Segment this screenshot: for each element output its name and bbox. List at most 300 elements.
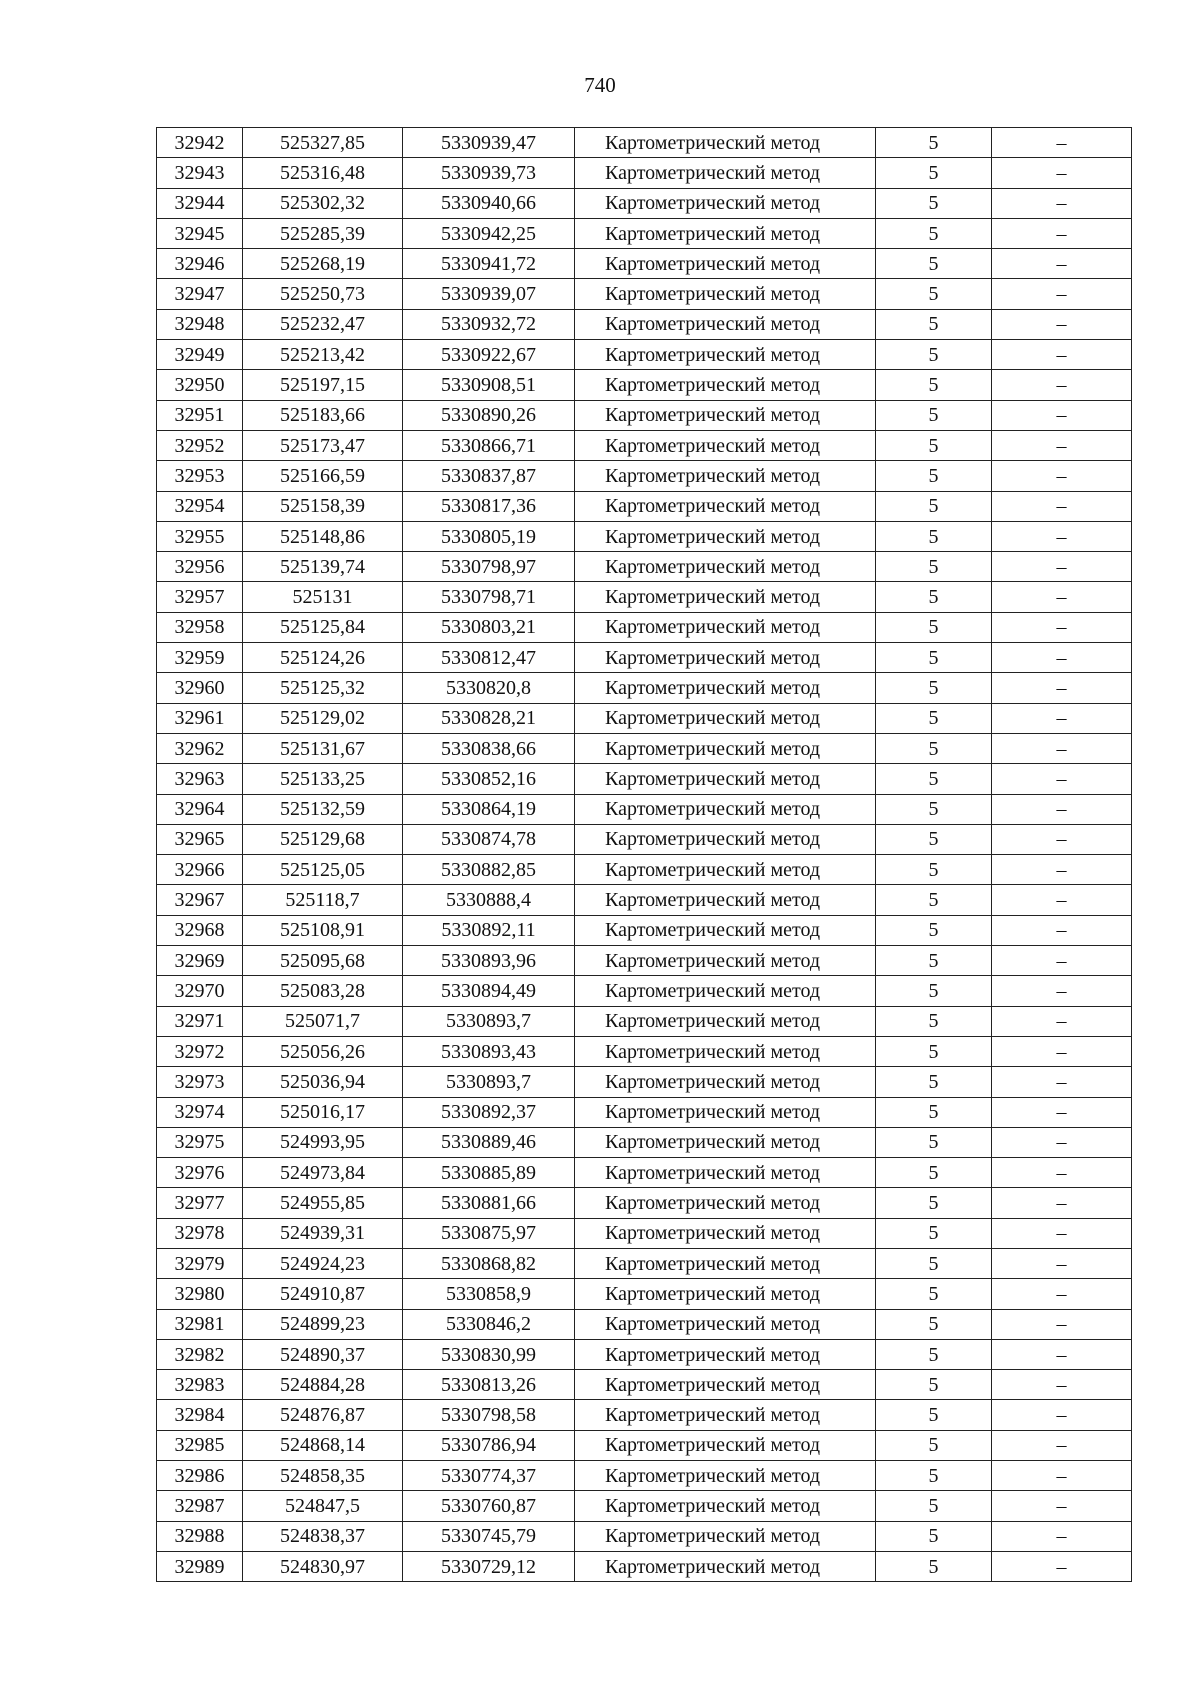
table-row [157, 915, 1132, 945]
table-row [157, 764, 1132, 794]
note-cell: – [992, 1430, 1132, 1460]
accuracy-cell: 5 [876, 1279, 992, 1309]
table-row [157, 1097, 1132, 1127]
page-number: 740 [584, 73, 616, 97]
table-row [157, 673, 1132, 703]
point-number-cell: 32953 [157, 461, 243, 491]
note-cell: – [992, 1279, 1132, 1309]
table-row [157, 1158, 1132, 1188]
note-cell: – [992, 1006, 1132, 1036]
y-coordinate-cell: 5330939,47 [403, 128, 575, 158]
x-coordinate-cell: 525071,7 [243, 1006, 403, 1036]
y-coordinate-cell: 5330894,49 [403, 976, 575, 1006]
method-cell: Картометрический метод [575, 430, 876, 460]
x-coordinate-cell: 525125,32 [243, 673, 403, 703]
x-coordinate-cell: 524858,35 [243, 1461, 403, 1491]
x-coordinate-cell: 525124,26 [243, 643, 403, 673]
point-number-cell: 32954 [157, 491, 243, 521]
table-row [157, 521, 1132, 551]
table-row [157, 1309, 1132, 1339]
accuracy-cell: 5 [876, 1309, 992, 1339]
y-coordinate-cell: 5330893,7 [403, 1067, 575, 1097]
note-cell: – [992, 128, 1132, 158]
method-cell: Картометрический метод [575, 1036, 876, 1066]
method-cell: Картометрический метод [575, 794, 876, 824]
point-number-cell: 32950 [157, 370, 243, 400]
table-row [157, 1491, 1132, 1521]
accuracy-cell: 5 [876, 703, 992, 733]
note-cell: – [992, 1491, 1132, 1521]
y-coordinate-cell: 5330837,87 [403, 461, 575, 491]
point-number-cell: 32959 [157, 643, 243, 673]
note-cell: – [992, 491, 1132, 521]
y-coordinate-cell: 5330866,71 [403, 430, 575, 460]
point-number-cell: 32961 [157, 703, 243, 733]
x-coordinate-cell: 524876,87 [243, 1400, 403, 1430]
x-coordinate-cell: 525302,32 [243, 188, 403, 218]
table-row [157, 188, 1132, 218]
accuracy-cell: 5 [876, 855, 992, 885]
table-row [157, 885, 1132, 915]
table-row [157, 552, 1132, 582]
note-cell: – [992, 824, 1132, 854]
note-cell: – [992, 279, 1132, 309]
accuracy-cell: 5 [876, 1430, 992, 1460]
y-coordinate-cell: 5330882,85 [403, 855, 575, 885]
point-number-cell: 32946 [157, 249, 243, 279]
method-cell: Картометрический метод [575, 1370, 876, 1400]
note-cell: – [992, 370, 1132, 400]
note-cell: – [992, 1127, 1132, 1157]
method-cell: Картометрический метод [575, 855, 876, 885]
point-number-cell: 32971 [157, 1006, 243, 1036]
y-coordinate-cell: 5330846,2 [403, 1309, 575, 1339]
y-coordinate-cell: 5330939,73 [403, 158, 575, 188]
method-cell: Картометрический метод [575, 1188, 876, 1218]
note-cell: – [992, 1461, 1132, 1491]
note-cell: – [992, 1551, 1132, 1581]
x-coordinate-cell: 524838,37 [243, 1521, 403, 1551]
method-cell: Картометрический метод [575, 1006, 876, 1036]
y-coordinate-cell: 5330798,97 [403, 552, 575, 582]
x-coordinate-cell: 525173,47 [243, 430, 403, 460]
note-cell: – [992, 764, 1132, 794]
x-coordinate-cell: 524884,28 [243, 1370, 403, 1400]
x-coordinate-cell: 525129,02 [243, 703, 403, 733]
table-row [157, 1127, 1132, 1157]
accuracy-cell: 5 [876, 370, 992, 400]
table-row [157, 1067, 1132, 1097]
y-coordinate-cell: 5330942,25 [403, 218, 575, 248]
accuracy-cell: 5 [876, 491, 992, 521]
note-cell: – [992, 1521, 1132, 1551]
method-cell: Картометрический метод [575, 309, 876, 339]
note-cell: – [992, 855, 1132, 885]
point-number-cell: 32986 [157, 1461, 243, 1491]
note-cell: – [992, 218, 1132, 248]
method-cell: Картометрический метод [575, 1097, 876, 1127]
point-number-cell: 32960 [157, 673, 243, 703]
y-coordinate-cell: 5330892,37 [403, 1097, 575, 1127]
x-coordinate-cell: 524830,97 [243, 1551, 403, 1581]
table-row [157, 1430, 1132, 1460]
method-cell: Картометрический метод [575, 400, 876, 430]
point-number-cell: 32965 [157, 824, 243, 854]
x-coordinate-cell: 525250,73 [243, 279, 403, 309]
table-row [157, 1218, 1132, 1248]
y-coordinate-cell: 5330932,72 [403, 309, 575, 339]
accuracy-cell: 5 [876, 1400, 992, 1430]
point-number-cell: 32973 [157, 1067, 243, 1097]
table-row [157, 582, 1132, 612]
y-coordinate-cell: 5330893,43 [403, 1036, 575, 1066]
note-cell: – [992, 400, 1132, 430]
method-cell: Картометрический метод [575, 946, 876, 976]
accuracy-cell: 5 [876, 1370, 992, 1400]
x-coordinate-cell: 525166,59 [243, 461, 403, 491]
point-number-cell: 32968 [157, 915, 243, 945]
accuracy-cell: 5 [876, 582, 992, 612]
method-cell: Картометрический метод [575, 521, 876, 551]
accuracy-cell: 5 [876, 733, 992, 763]
note-cell: – [992, 582, 1132, 612]
accuracy-cell: 5 [876, 1551, 992, 1581]
accuracy-cell: 5 [876, 1036, 992, 1066]
x-coordinate-cell: 524868,14 [243, 1430, 403, 1460]
y-coordinate-cell: 5330820,8 [403, 673, 575, 703]
table-row [157, 279, 1132, 309]
method-cell: Картометрический метод [575, 552, 876, 582]
note-cell: – [992, 733, 1132, 763]
accuracy-cell: 5 [876, 1248, 992, 1278]
x-coordinate-cell: 525148,86 [243, 521, 403, 551]
point-number-cell: 32952 [157, 430, 243, 460]
table-row [157, 309, 1132, 339]
note-cell: – [992, 612, 1132, 642]
y-coordinate-cell: 5330786,94 [403, 1430, 575, 1460]
y-coordinate-cell: 5330830,99 [403, 1339, 575, 1369]
y-coordinate-cell: 5330868,82 [403, 1248, 575, 1278]
accuracy-cell: 5 [876, 764, 992, 794]
table-row [157, 1551, 1132, 1581]
method-cell: Картометрический метод [575, 128, 876, 158]
point-number-cell: 32944 [157, 188, 243, 218]
accuracy-cell: 5 [876, 946, 992, 976]
y-coordinate-cell: 5330812,47 [403, 643, 575, 673]
table-row [157, 612, 1132, 642]
method-cell: Картометрический метод [575, 1158, 876, 1188]
accuracy-cell: 5 [876, 824, 992, 854]
accuracy-cell: 5 [876, 1006, 992, 1036]
y-coordinate-cell: 5330941,72 [403, 249, 575, 279]
accuracy-cell: 5 [876, 1067, 992, 1097]
x-coordinate-cell: 524955,85 [243, 1188, 403, 1218]
x-coordinate-cell: 525268,19 [243, 249, 403, 279]
accuracy-cell: 5 [876, 188, 992, 218]
accuracy-cell: 5 [876, 461, 992, 491]
accuracy-cell: 5 [876, 430, 992, 460]
note-cell: – [992, 946, 1132, 976]
method-cell: Картометрический метод [575, 764, 876, 794]
note-cell: – [992, 1097, 1132, 1127]
x-coordinate-cell: 525285,39 [243, 218, 403, 248]
table-row [157, 1036, 1132, 1066]
method-cell: Картометрический метод [575, 976, 876, 1006]
accuracy-cell: 5 [876, 915, 992, 945]
method-cell: Картометрический метод [575, 703, 876, 733]
note-cell: – [992, 461, 1132, 491]
table-row [157, 1400, 1132, 1430]
accuracy-cell: 5 [876, 1461, 992, 1491]
method-cell: Картометрический метод [575, 370, 876, 400]
point-number-cell: 32955 [157, 521, 243, 551]
point-number-cell: 32942 [157, 128, 243, 158]
x-coordinate-cell: 524939,31 [243, 1218, 403, 1248]
method-cell: Картометрический метод [575, 1339, 876, 1369]
y-coordinate-cell: 5330813,26 [403, 1370, 575, 1400]
x-coordinate-cell: 524847,5 [243, 1491, 403, 1521]
point-number-cell: 32975 [157, 1127, 243, 1157]
y-coordinate-cell: 5330892,11 [403, 915, 575, 945]
table-row [157, 733, 1132, 763]
table-row [157, 703, 1132, 733]
point-number-cell: 32977 [157, 1188, 243, 1218]
y-coordinate-cell: 5330858,9 [403, 1279, 575, 1309]
table-row [157, 1188, 1132, 1218]
y-coordinate-cell: 5330864,19 [403, 794, 575, 824]
x-coordinate-cell: 525125,84 [243, 612, 403, 642]
y-coordinate-cell: 5330828,21 [403, 703, 575, 733]
y-coordinate-cell: 5330803,21 [403, 612, 575, 642]
method-cell: Картометрический метод [575, 1491, 876, 1521]
method-cell: Картометрический метод [575, 733, 876, 763]
method-cell: Картометрический метод [575, 188, 876, 218]
note-cell: – [992, 976, 1132, 1006]
table-row [157, 1006, 1132, 1036]
method-cell: Картометрический метод [575, 279, 876, 309]
point-number-cell: 32947 [157, 279, 243, 309]
accuracy-cell: 5 [876, 1218, 992, 1248]
note-cell: – [992, 915, 1132, 945]
y-coordinate-cell: 5330745,79 [403, 1521, 575, 1551]
note-cell: – [992, 521, 1132, 551]
note-cell: – [992, 1400, 1132, 1430]
table-row [157, 1370, 1132, 1400]
y-coordinate-cell: 5330908,51 [403, 370, 575, 400]
x-coordinate-cell: 525183,66 [243, 400, 403, 430]
x-coordinate-cell: 525016,17 [243, 1097, 403, 1127]
accuracy-cell: 5 [876, 552, 992, 582]
point-number-cell: 32962 [157, 733, 243, 763]
x-coordinate-cell: 525232,47 [243, 309, 403, 339]
note-cell: – [992, 1248, 1132, 1278]
y-coordinate-cell: 5330760,87 [403, 1491, 575, 1521]
table-row [157, 1248, 1132, 1278]
x-coordinate-cell: 525036,94 [243, 1067, 403, 1097]
accuracy-cell: 5 [876, 1158, 992, 1188]
x-coordinate-cell: 525125,05 [243, 855, 403, 885]
x-coordinate-cell: 525129,68 [243, 824, 403, 854]
x-coordinate-cell: 525139,74 [243, 552, 403, 582]
x-coordinate-cell: 525213,42 [243, 340, 403, 370]
coordinates-table [156, 127, 1132, 1582]
accuracy-cell: 5 [876, 249, 992, 279]
point-number-cell: 32948 [157, 309, 243, 339]
point-number-cell: 32976 [157, 1158, 243, 1188]
x-coordinate-cell: 525316,48 [243, 158, 403, 188]
table-row [157, 855, 1132, 885]
table-row [157, 1279, 1132, 1309]
accuracy-cell: 5 [876, 885, 992, 915]
accuracy-cell: 5 [876, 612, 992, 642]
table-row [157, 1339, 1132, 1369]
accuracy-cell: 5 [876, 400, 992, 430]
y-coordinate-cell: 5330893,96 [403, 946, 575, 976]
table-row [157, 824, 1132, 854]
y-coordinate-cell: 5330922,67 [403, 340, 575, 370]
point-number-cell: 32949 [157, 340, 243, 370]
note-cell: – [992, 1218, 1132, 1248]
accuracy-cell: 5 [876, 340, 992, 370]
x-coordinate-cell: 525133,25 [243, 764, 403, 794]
method-cell: Картометрический метод [575, 491, 876, 521]
table-row [157, 218, 1132, 248]
note-cell: – [992, 1188, 1132, 1218]
y-coordinate-cell: 5330874,78 [403, 824, 575, 854]
note-cell: – [992, 1067, 1132, 1097]
accuracy-cell: 5 [876, 279, 992, 309]
point-number-cell: 32956 [157, 552, 243, 582]
x-coordinate-cell: 525327,85 [243, 128, 403, 158]
accuracy-cell: 5 [876, 1339, 992, 1369]
accuracy-cell: 5 [876, 1491, 992, 1521]
table-row [157, 461, 1132, 491]
method-cell: Картометрический метод [575, 1400, 876, 1430]
point-number-cell: 32972 [157, 1036, 243, 1066]
method-cell: Картометрический метод [575, 1461, 876, 1491]
point-number-cell: 32982 [157, 1339, 243, 1369]
x-coordinate-cell: 525108,91 [243, 915, 403, 945]
method-cell: Картометрический метод [575, 218, 876, 248]
table-row [157, 400, 1132, 430]
method-cell: Картометрический метод [575, 643, 876, 673]
method-cell: Картометрический метод [575, 915, 876, 945]
point-number-cell: 32989 [157, 1551, 243, 1581]
accuracy-cell: 5 [876, 794, 992, 824]
note-cell: – [992, 1036, 1132, 1066]
x-coordinate-cell: 524910,87 [243, 1279, 403, 1309]
y-coordinate-cell: 5330889,46 [403, 1127, 575, 1157]
point-number-cell: 32978 [157, 1218, 243, 1248]
point-number-cell: 32958 [157, 612, 243, 642]
method-cell: Картометрический метод [575, 1430, 876, 1460]
table-row [157, 1461, 1132, 1491]
note-cell: – [992, 430, 1132, 460]
y-coordinate-cell: 5330940,66 [403, 188, 575, 218]
table-row [157, 340, 1132, 370]
point-number-cell: 32981 [157, 1309, 243, 1339]
accuracy-cell: 5 [876, 218, 992, 248]
note-cell: – [992, 673, 1132, 703]
point-number-cell: 32980 [157, 1279, 243, 1309]
method-cell: Картометрический метод [575, 1218, 876, 1248]
y-coordinate-cell: 5330798,58 [403, 1400, 575, 1430]
method-cell: Картометрический метод [575, 824, 876, 854]
method-cell: Картометрический метод [575, 885, 876, 915]
note-cell: – [992, 1309, 1132, 1339]
point-number-cell: 32951 [157, 400, 243, 430]
note-cell: – [992, 340, 1132, 370]
point-number-cell: 32967 [157, 885, 243, 915]
point-number-cell: 32974 [157, 1097, 243, 1127]
accuracy-cell: 5 [876, 158, 992, 188]
method-cell: Картометрический метод [575, 582, 876, 612]
table-row [157, 946, 1132, 976]
method-cell: Картометрический метод [575, 1248, 876, 1278]
note-cell: – [992, 703, 1132, 733]
accuracy-cell: 5 [876, 1127, 992, 1157]
table-row [157, 430, 1132, 460]
note-cell: – [992, 1339, 1132, 1369]
accuracy-cell: 5 [876, 673, 992, 703]
point-number-cell: 32979 [157, 1248, 243, 1278]
accuracy-cell: 5 [876, 128, 992, 158]
note-cell: – [992, 794, 1132, 824]
x-coordinate-cell: 525083,28 [243, 976, 403, 1006]
table-row [157, 370, 1132, 400]
table-row [157, 794, 1132, 824]
note-cell: – [992, 158, 1132, 188]
table-row [157, 491, 1132, 521]
accuracy-cell: 5 [876, 976, 992, 1006]
point-number-cell: 32987 [157, 1491, 243, 1521]
note-cell: – [992, 249, 1132, 279]
y-coordinate-cell: 5330875,97 [403, 1218, 575, 1248]
y-coordinate-cell: 5330881,66 [403, 1188, 575, 1218]
point-number-cell: 32983 [157, 1370, 243, 1400]
y-coordinate-cell: 5330893,7 [403, 1006, 575, 1036]
x-coordinate-cell: 524899,23 [243, 1309, 403, 1339]
y-coordinate-cell: 5330888,4 [403, 885, 575, 915]
point-number-cell: 32964 [157, 794, 243, 824]
coordinates-table-body [157, 128, 1132, 1582]
point-number-cell: 32966 [157, 855, 243, 885]
note-cell: – [992, 885, 1132, 915]
x-coordinate-cell: 525197,15 [243, 370, 403, 400]
table-row [157, 643, 1132, 673]
method-cell: Картометрический метод [575, 340, 876, 370]
table-row [157, 128, 1132, 158]
x-coordinate-cell: 524973,84 [243, 1158, 403, 1188]
x-coordinate-cell: 525132,59 [243, 794, 403, 824]
accuracy-cell: 5 [876, 1521, 992, 1551]
method-cell: Картометрический метод [575, 1521, 876, 1551]
table-row [157, 249, 1132, 279]
point-number-cell: 32985 [157, 1430, 243, 1460]
note-cell: – [992, 1158, 1132, 1188]
method-cell: Картометрический метод [575, 158, 876, 188]
x-coordinate-cell: 525131,67 [243, 733, 403, 763]
x-coordinate-cell: 524924,23 [243, 1248, 403, 1278]
method-cell: Картометрический метод [575, 1309, 876, 1339]
point-number-cell: 32970 [157, 976, 243, 1006]
y-coordinate-cell: 5330774,37 [403, 1461, 575, 1491]
note-cell: – [992, 309, 1132, 339]
y-coordinate-cell: 5330838,66 [403, 733, 575, 763]
y-coordinate-cell: 5330939,07 [403, 279, 575, 309]
table-row [157, 976, 1132, 1006]
point-number-cell: 32945 [157, 218, 243, 248]
